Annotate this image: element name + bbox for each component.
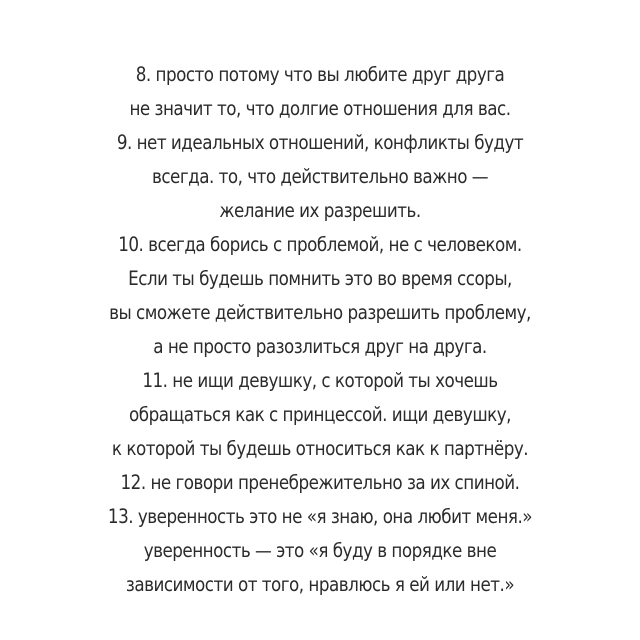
text-line-9: а не просто разозлиться друг на друга. xyxy=(153,335,487,358)
text-line-4: всегда. то, что действительно важно — xyxy=(151,165,489,188)
text-line-7: Если ты будешь помнить это во время ссоры, xyxy=(128,267,512,290)
text-line-16: зависимости от того, нравлюсь я ей или нет.» xyxy=(125,573,515,596)
text-line-13: 12. не говори пренебрежительно за их спиной. xyxy=(120,471,520,494)
text-line-2: не значит то, что долгие отношения для вас. xyxy=(129,97,511,120)
text-line-3: 9. нет идеальных отношений, конфликты будут xyxy=(116,131,524,154)
text-line-1: 8. просто потому что вы любите друг друга xyxy=(135,63,505,86)
text-line-12: к которой ты будешь относиться как к партнёру. xyxy=(111,437,529,460)
text-line-6: 10. всегда борись с проблемой, не с человеком. xyxy=(118,233,522,256)
text-line-8: вы сможете действительно разрешить проблему, xyxy=(109,301,531,324)
text-line-10: 11. не ищи девушку, с которой ты хочешь xyxy=(142,369,498,392)
text-line-15: уверенность — это «я буду в порядке вне xyxy=(143,539,497,562)
text-line-11: обращаться как с принцессой. ищи девушку, xyxy=(128,403,511,426)
text-line-5: желание их разрешить. xyxy=(219,199,421,222)
quote-text-block xyxy=(0,58,640,602)
text-line-14: 13. уверенность это не «я знаю, она любит меня.» xyxy=(107,505,533,528)
